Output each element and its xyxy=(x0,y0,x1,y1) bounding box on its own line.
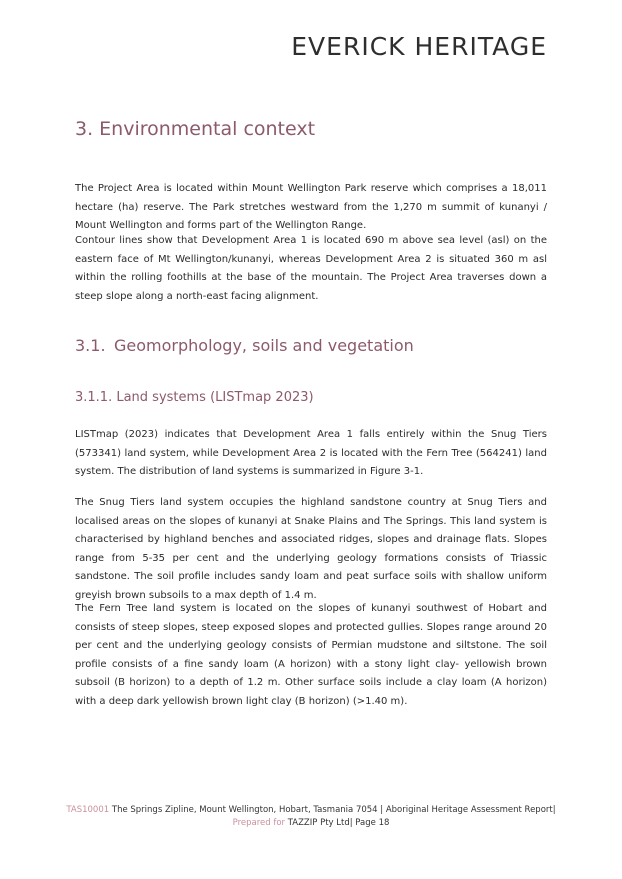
subsection-heading xyxy=(75,336,414,355)
page-footer xyxy=(0,804,622,830)
paragraph-listmap: LISTmap (2023) indicates that Development Area 1 falls entirely within the Snug Tiers (573341) land system, while Development Area 2 is located with the Fern Tree (564241) land system. The distribution of land systems is summarized in Figure 3-1. xyxy=(75,429,547,477)
paragraph-snug-tiers: The Snug Tiers land system occupies the highland sandstone country at Snug Tiers and localised areas on the slopes of kunanyi at Snake Plains and The Springs. This land system is characterised by highland benches and associated ridges, slopes and drainage flats. Slopes range from 5-35 per cent and the underlying geology formations consists of Triassic sandstone. The soil profile includes sandy loam and peat surface soils with shallow uniform greyish brown subsoils to a max depth of 1.4 m. xyxy=(75,497,547,601)
section-heading: 3. Environmental context xyxy=(75,118,316,140)
footer-project-code: TAS10001 xyxy=(66,805,110,815)
paragraph-project-area: The Project Area is located within Mount Wellington Park reserve which comprises a 18,011 hectare (ha) reserve. The Park stretches westward from the 1,270 m summit of kunanyi / Mount Wellington and forms part of the Wellington Range. xyxy=(75,183,547,231)
footer-project-title: The Springs Zipline, Mount Wellington, Hobart, Tasmania 7054 | Aboriginal Heritage Assessment Report| xyxy=(109,805,556,815)
subsection-number: 3.1. xyxy=(75,336,106,355)
paragraph-fern-tree: The Fern Tree land system is located on the slopes of kunanyi southwest of Hobart and consists of steep slopes, steep exposed slopes and protected gullies. Slopes range around 20 per cent and the underlying geology consists of Permian mudstone and siltstone. The soil profile consists of a fine sandy loam (A horizon) with a stony light clay- yellowish brown subsoil (B horizon) to a depth of 1.2 m. Other surface soils include a clay loam (A horizon) with a deep dark yellowish brown light clay (B horizon) (>1.40 m). xyxy=(75,603,547,707)
subsection-title: Geomorphology, soils and vegetation xyxy=(114,336,414,355)
subsubsection-heading: 3.1.1. Land systems (LISTmap 2023) xyxy=(75,390,314,405)
paragraph-contour-lines: Contour lines show that Development Area 1 is located 690 m above sea level (asl) on the eastern face of Mt Wellington/kunanyi, whereas Development Area 2 is situated 360 m asl within the rolling foothills at the base of the mountain. The Project Area traverses down a steep slope along a north-east facing alignment. xyxy=(75,235,547,302)
footer-line-2 xyxy=(0,817,622,830)
footer-line-1 xyxy=(0,804,622,817)
company-logo: EVERICK HERITAGE xyxy=(291,32,547,61)
footer-client-page: TAZZIP Pty Ltd| Page 18 xyxy=(285,818,390,828)
footer-prepared-label: Prepared for xyxy=(232,818,286,828)
